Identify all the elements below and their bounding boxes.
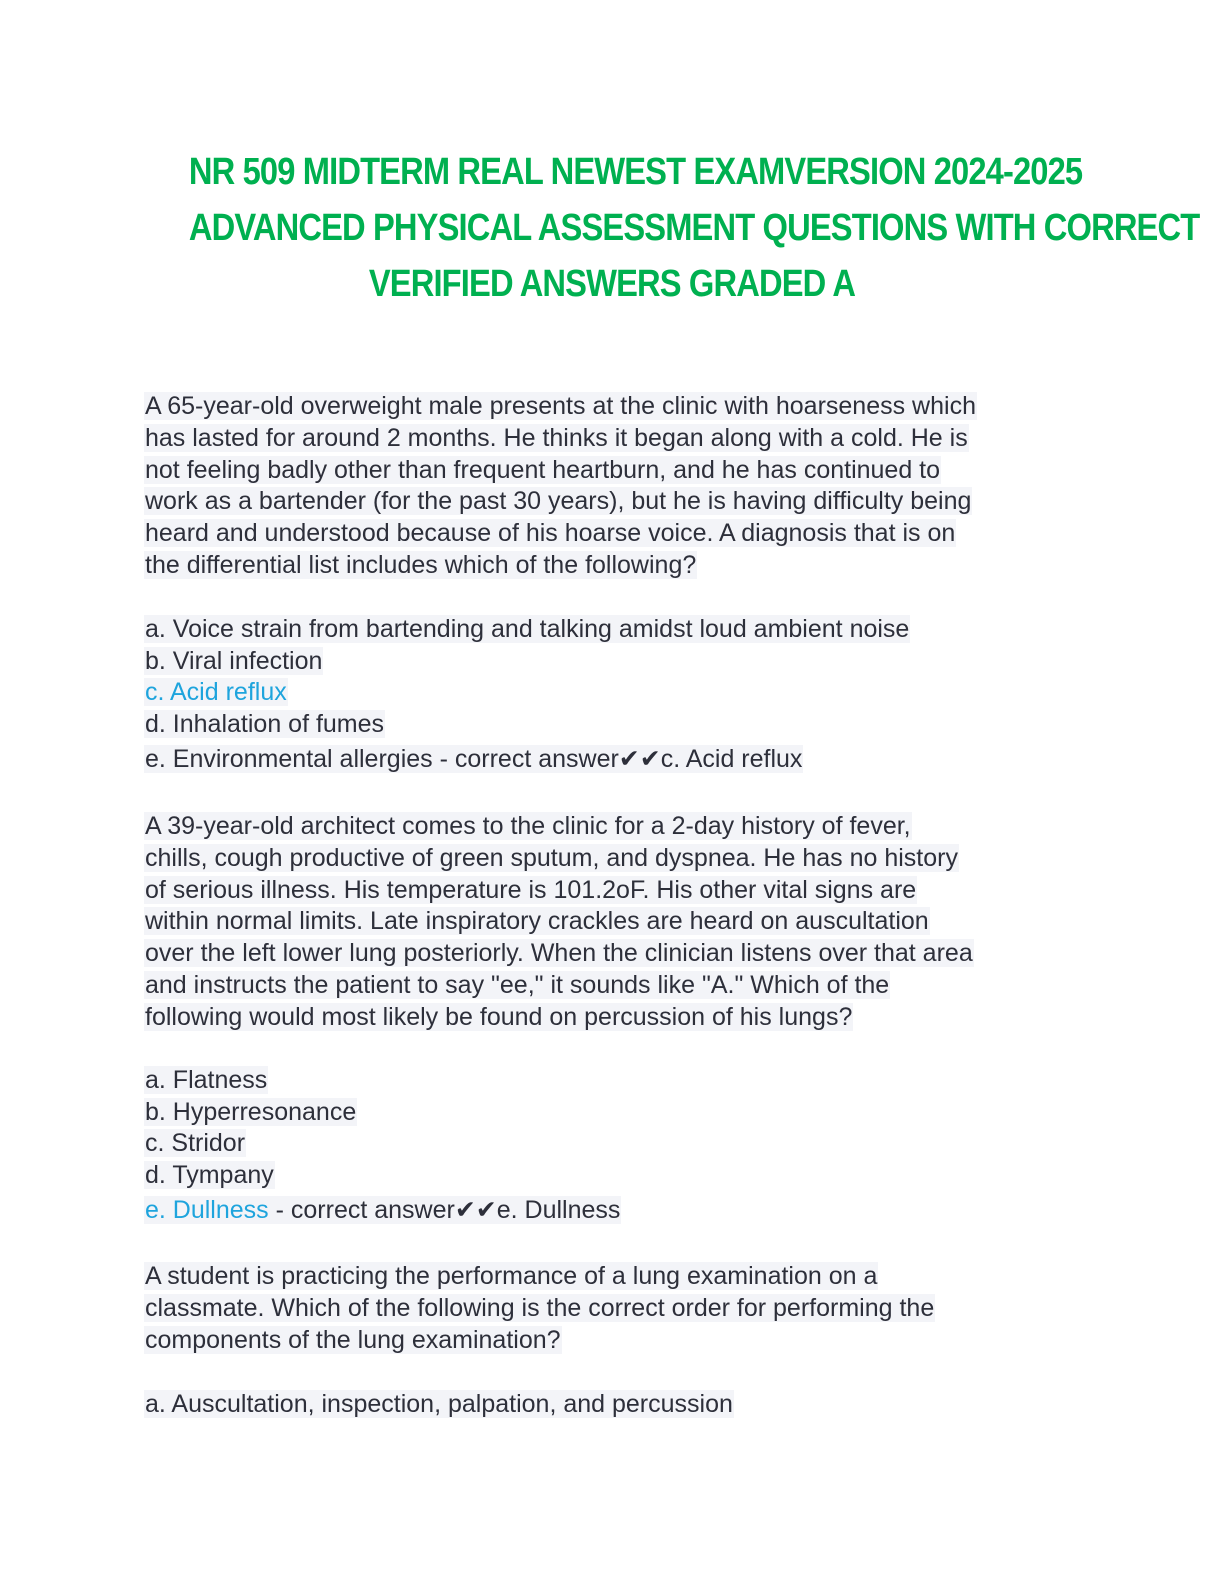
option-d: d. Tympany (145, 1160, 274, 1189)
question-1-options (144, 614, 1084, 776)
option-c: c. Stridor (145, 1129, 246, 1158)
question-2-options (144, 1065, 1084, 1227)
title-line-3: VERIFIED ANSWERS GRADED A (368, 263, 856, 305)
stem-line: following would most likely be found on percussion of his lungs? (145, 1002, 853, 1031)
stem-line: components of the lung examination? (145, 1325, 561, 1354)
title-line-1: NR 509 MIDTERM REAL NEWEST EXAMVERSION 2024-2025 (188, 151, 1083, 193)
stem-line: work as a bartender (for the past 30 years), but he is having difficulty being (145, 487, 972, 516)
stem-line: over the left lower lung posteriorly. When the clinician listens over that area (145, 939, 973, 968)
stem-line: within normal limits. Late inspiratory crackles are heard on auscultation (145, 907, 929, 936)
stem-line: the differential list includes which of the following? (145, 550, 697, 579)
document-title (188, 144, 1200, 312)
question-2-stem (144, 811, 1084, 1034)
stem-line: classmate. Which of the following is the correct order for performing the (145, 1293, 935, 1322)
option-e-answer-suffix: - correct answer✔✔e. Dullness (268, 1196, 621, 1225)
question-1-stem (144, 391, 1084, 582)
stem-line: A 39-year-old architect comes to the clinic for a 2-day history of fever, (145, 812, 911, 840)
stem-line: A 65-year-old overweight male presents at the clinic with hoarseness which (145, 392, 976, 420)
stem-line: chills, cough productive of green sputum, and dyspnea. He has no history (145, 843, 958, 872)
stem-line: not feeling badly other than frequent heartburn, and he has continued to (145, 455, 941, 484)
option-c-correct: c. Acid reflux (145, 678, 287, 707)
option-e-with-answer: e. Environmental allergies - correct answer✔✔c. Acid reflux (145, 745, 803, 774)
option-a: a. Flatness (145, 1066, 268, 1094)
option-b: b. Hyperresonance (145, 1097, 357, 1126)
question-3-stem (144, 1261, 1084, 1356)
option-a: a. Auscultation, inspection, palpation, and percussion (145, 1390, 733, 1418)
option-b: b. Viral infection (145, 646, 323, 675)
stem-line: and instructs the patient to say "ee," it sounds like "A." Which of the (145, 970, 890, 999)
option-a: a. Voice strain from bartending and talking amidst loud ambient noise (145, 615, 910, 643)
stem-line: has lasted for around 2 months. He thinks it began along with a cold. He is (145, 423, 968, 452)
option-e-correct: e. Dullness (145, 1196, 269, 1225)
stem-line: of serious illness. His temperature is 101.2oF. His other vital signs are (145, 875, 917, 904)
stem-line: A student is practicing the performance of a lung examination on a (145, 1262, 878, 1290)
stem-line: heard and understood because of his hoarse voice. A diagnosis that is on (145, 519, 956, 548)
question-3-options (144, 1389, 1084, 1421)
option-d: d. Inhalation of fumes (145, 709, 385, 738)
title-line-2: ADVANCED PHYSICAL ASSESSMENT QUESTIONS WITH CORRECT (188, 207, 1200, 249)
